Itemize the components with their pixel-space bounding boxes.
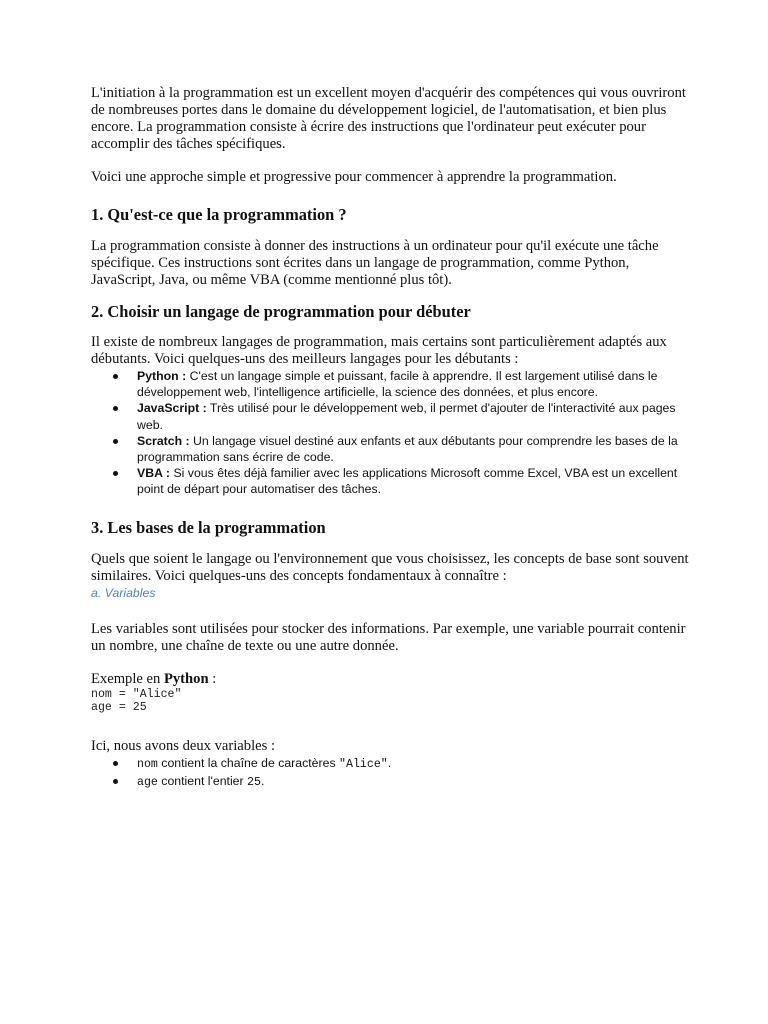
list-item [137, 773, 691, 791]
intro-paragraph: L'initiation à la programmation est un excellent moyen d'acquérir des compétences qui vous ouvriront de nombreuses portes dans le domaine du développement logiciel, de l'automatisation, et bien plus encore. La programmation consiste à écrire des instructions que l'ordinateur peut exécuter pour accomplir des tâches spécifiques. [91, 85, 686, 152]
list-item-text: Un langage visuel destiné aux enfants et aux débutants pour comprendre les bases de la programmation sans écrire de code. [137, 433, 678, 465]
inline-code-value: "Alice" [339, 757, 388, 771]
variables-intro: Ici, nous avons deux variables : [91, 737, 275, 754]
list-item-text: Très utilisé pour le développement web, il permet d'ajouter de l'interactivité aux pages web. [137, 401, 676, 432]
list-item-term: Python : [137, 369, 187, 383]
variables-subheading: a. Variables [91, 585, 156, 600]
list-item [137, 368, 691, 400]
bullet-icon [113, 439, 118, 444]
variables-paragraph: Les variables sont utilisées pour stocker des informations. Par exemple, une variable pourrait contenir un nombre, une chaîne de texte ou une autre donnée. [91, 620, 686, 654]
list-item-text: C'est un langage simple et puissant, facile à apprendre. Il est largement utilisé dans le développement web, l'intelligence artificielle, la science des données, et plus encore. [137, 369, 658, 400]
bullet-icon [113, 406, 118, 411]
list-item-end: . [260, 773, 265, 788]
list-item [137, 400, 691, 432]
section-2-paragraph: Il existe de nombreux langages de programmation, mais certains sont particulièrement adaptés aux débutants. Voici quelques-uns des meilleurs langages pour les débutants : [91, 334, 667, 367]
bullet-icon [113, 374, 118, 379]
bullet-icon [113, 471, 118, 476]
section-1-paragraph: La programmation consiste à donner des instructions à un ordinateur pour qu'il exécute une tâche spécifique. Ces instructions sont écrites dans un langage de programmation, comme Python, JavaScript, Java, ou même VBA (comme mentionné plus tôt). [91, 238, 659, 288]
inline-code-name: nom [137, 757, 158, 771]
list-item-text: contient la chaîne de caractères [157, 755, 340, 770]
list-item [137, 755, 691, 773]
section-2-heading: 2. Choisir un langage de programmation pour débuter [91, 302, 471, 321]
list-item-end: . [387, 755, 392, 770]
example-prefix: Exemple en [91, 670, 164, 687]
bullet-icon [113, 761, 118, 766]
example-label [91, 671, 691, 688]
document-content [91, 85, 691, 791]
section-3-heading: 3. Les bases de la programmation [91, 517, 326, 537]
list-item [137, 433, 691, 465]
language-list [91, 368, 691, 498]
bullet-icon [113, 779, 118, 784]
list-item-text: contient l'entier [157, 773, 248, 788]
variable-list [91, 755, 691, 791]
intro-approach-paragraph: Voici une approche simple et progressive pour commencer à apprendre la programmation. [91, 169, 617, 185]
example-language: Python [163, 670, 209, 687]
list-item [137, 465, 691, 497]
section-1-heading: 1. Qu'est-ce que la programmation ? [91, 205, 347, 224]
list-item-term: JavaScript : [137, 401, 207, 416]
example-suffix: : [208, 670, 217, 687]
section-3-paragraph: Quels que soient le langage ou l'environnement que vous choisissez, les concepts de base sont souvent similaires. Voici quelques-uns des concepts fondamentaux à connaître : [91, 550, 689, 584]
code-block: nom = "Alice" age = 25 [91, 687, 182, 715]
list-item-text: Si vous êtes déjà familier avec les applications Microsoft comme Excel, VBA est un excellent point de départ pour automatiser des tâches. [137, 466, 678, 497]
list-item-term: VBA : [137, 466, 171, 481]
inline-code-value: 25 [247, 775, 261, 789]
inline-code-name: age [137, 775, 158, 789]
list-item-term: Scratch : [137, 433, 190, 448]
